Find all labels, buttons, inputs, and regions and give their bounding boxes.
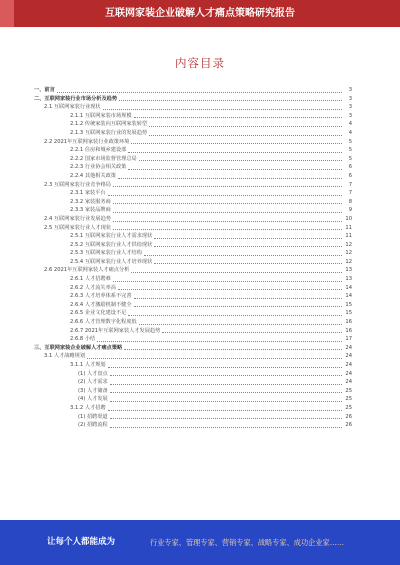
toc-entry-page: 25: [345, 404, 352, 411]
toc-entry[interactable]: [34, 301, 352, 310]
toc-leader-dots: [110, 392, 342, 393]
toc-leader-dots: [103, 109, 342, 110]
footer-slogan: 让每个人都能成为: [47, 537, 116, 547]
toc-entry[interactable]: [34, 189, 352, 198]
toc-entry-label: 2.1.2 传统家装向互联网家装转型: [70, 121, 148, 128]
footer-roles: 行业专家、管理专家、营销专家、战略专家、成功企业家……: [150, 538, 345, 547]
toc-leader-dots: [110, 375, 342, 376]
toc-entry-label: 2.5.3 互联网家装行业人才结构: [70, 250, 142, 257]
toc-leader-dots: [128, 315, 342, 316]
toc-leader-dots: [113, 281, 342, 282]
toc-entry-page: 14: [345, 284, 352, 291]
toc-leader-dots: [128, 152, 342, 153]
toc-entry[interactable]: [34, 206, 352, 215]
toc-entry[interactable]: [34, 120, 352, 129]
toc-entry-label: 2.1 互联网家装行业现状: [44, 104, 101, 111]
toc-entry-page: 26: [345, 413, 352, 420]
toc-entry-page: 24: [345, 379, 352, 386]
toc-leader-dots: [108, 195, 342, 196]
toc-entry-page: 3: [348, 112, 352, 119]
toc-entry-label: 2.6.2 人才流失率高: [70, 284, 116, 291]
toc-entry[interactable]: [34, 378, 352, 387]
toc-entry-page: 24: [345, 353, 352, 360]
toc-entry-label: 二、互联网家装行业市场分析及趋势: [34, 95, 118, 102]
toc-entry-label: 2.2.1 住房和城乡建设部: [70, 147, 127, 154]
toc-entry-page: 11: [345, 233, 352, 240]
toc-entry-label: 一、前言: [34, 87, 55, 93]
toc-leader-dots: [108, 367, 342, 368]
toc-entry-page: 11: [345, 224, 352, 231]
toc-entry[interactable]: [34, 95, 352, 104]
toc-entry-label: 2.6.7 2021年互联网家装人才发展趋势: [70, 327, 161, 334]
toc-entry[interactable]: [34, 275, 352, 284]
toc-entry[interactable]: [34, 258, 352, 267]
toc-entry-label: 2.5.4 互联网家装行业人才培养现状: [70, 258, 153, 265]
toc-entry[interactable]: [34, 232, 352, 241]
toc-entry[interactable]: [34, 86, 352, 95]
toc-entry-label: 2.6.4 人才激励机制不健全: [70, 301, 132, 308]
toc-leader-dots: [128, 169, 342, 170]
toc-entry[interactable]: [34, 404, 352, 413]
toc-entry-label: 2.3.2 家装服务商: [70, 198, 111, 205]
toc-entry-page: 4: [348, 121, 352, 128]
toc-entry-page: 6: [348, 164, 352, 171]
toc-entry-page: 3: [348, 87, 352, 93]
toc-entry-label: (1) 招聘渠道: [78, 413, 108, 420]
toc-entry-page: 12: [345, 241, 352, 248]
toc-entry[interactable]: [34, 138, 352, 147]
toc-entry[interactable]: [34, 327, 352, 336]
toc-entry-label: 2.3 互联网家装行业竞争格局: [44, 181, 111, 188]
toc-leader-dots: [162, 332, 342, 333]
toc-entry-page: 15: [345, 301, 352, 308]
toc-entry[interactable]: [34, 103, 352, 112]
toc-leader-dots: [118, 178, 342, 179]
toc-entry[interactable]: [34, 413, 352, 422]
toc-entry[interactable]: [34, 292, 352, 301]
toc-entry-label: (3) 人才储备: [78, 387, 108, 394]
toc-entry-page: 24: [345, 362, 352, 368]
toc-entry[interactable]: [34, 112, 352, 121]
toc-entry-page: 12: [345, 258, 352, 265]
toc-entry[interactable]: [34, 163, 352, 172]
toc-entry-label: 2.6.8 小结: [70, 336, 96, 343]
toc-entry-page: 24: [345, 370, 352, 377]
toc-leader-dots: [57, 92, 342, 93]
toc-entry[interactable]: [34, 344, 352, 353]
toc-leader-dots: [144, 255, 342, 256]
toc-entry-page: 14: [345, 293, 352, 300]
toc-entry-label: 2.4 互联网家装行业发展趋势: [44, 215, 111, 222]
toc-entry[interactable]: [34, 266, 352, 275]
footer-banner: [0, 520, 400, 565]
toc-entry[interactable]: [34, 249, 352, 258]
toc-entry-page: 25: [345, 387, 352, 394]
toc-entry-label: 2.5 互联网家装行业人才现状: [44, 224, 111, 231]
toc-leader-dots: [154, 263, 342, 264]
toc-leader-dots: [113, 203, 342, 204]
toc-entry-page: 17: [345, 336, 352, 343]
toc-entry-label: 3.1.2 人才招聘: [70, 404, 106, 411]
toc-leader-dots: [87, 358, 342, 359]
table-of-contents: [34, 86, 352, 430]
toc-entry-label: 2.1.3 互联网家装行业的发展趋势: [70, 129, 148, 136]
toc-entry[interactable]: [34, 241, 352, 250]
toc-entry-page: 13: [345, 267, 352, 274]
toc-leader-dots: [119, 100, 342, 101]
toc-leader-dots: [139, 160, 342, 161]
toc-leader-dots: [154, 246, 342, 247]
toc-entry-page: 8: [348, 198, 352, 205]
toc-leader-dots: [113, 229, 342, 230]
header-accent: [0, 0, 14, 27]
toc-entry[interactable]: [34, 129, 352, 138]
toc-entry-page: 16: [345, 319, 352, 326]
toc-entry-label: (2) 招聘流程: [78, 422, 108, 429]
toc-entry-page: 15: [345, 310, 352, 317]
toc-entry[interactable]: [34, 155, 352, 164]
toc-entry-label: 3.1.1 人才规划: [70, 362, 106, 368]
toc-leader-dots: [149, 135, 342, 136]
toc-leader-dots: [118, 289, 342, 290]
toc-entry-label: 2.3.1 家装平台: [70, 190, 106, 197]
toc-entry-page: 10: [345, 215, 352, 222]
toc-entry-label: (2) 人才需求: [78, 379, 108, 386]
toc-entry-label: 2.6.3 人才培养体系不完善: [70, 293, 132, 300]
report-header: [0, 0, 400, 27]
toc-entry[interactable]: [34, 370, 352, 379]
toc-entry-page: 7: [348, 181, 352, 188]
toc-entry-label: 2.6.6 人才管理数字化程度低: [70, 319, 137, 326]
toc-entry-label: 2.2 2021年互联网家装行业政策环境: [44, 138, 130, 145]
toc-entry-page: 12: [345, 250, 352, 257]
toc-leader-dots: [139, 324, 342, 325]
toc-entry[interactable]: [34, 352, 352, 361]
toc-entry-page: 5: [348, 155, 352, 162]
toc-entry[interactable]: [34, 387, 352, 396]
toc-entry[interactable]: [34, 215, 352, 224]
toc-entry[interactable]: [34, 146, 352, 155]
toc-leader-dots: [97, 341, 342, 342]
toc-entry-page: 7: [348, 190, 352, 197]
toc-leader-dots: [131, 272, 342, 273]
toc-leader-dots: [131, 143, 342, 144]
toc-leader-dots: [134, 117, 342, 118]
toc-leader-dots: [110, 401, 342, 402]
toc-entry-page: 4: [348, 129, 352, 136]
toc-entry-label: (1) 人才盘点: [78, 370, 108, 377]
toc-entry-page: 3: [348, 95, 352, 102]
toc-entry-page: 9: [348, 207, 352, 214]
toc-entry-label: 2.6.5 企业文化建设不足: [70, 310, 127, 317]
toc-entry-label: 2.2.3 行业协会相关政策: [70, 164, 127, 171]
toc-entry-page: 25: [345, 396, 352, 403]
toc-entry-label: 三、互联网家装企业破解人才痛点策略: [34, 344, 123, 351]
toc-leader-dots: [113, 186, 342, 187]
toc-leader-dots: [124, 349, 342, 350]
toc-entry[interactable]: [34, 395, 352, 404]
toc-entry-page: 13: [345, 276, 352, 283]
toc-entry-label: 2.2.2 国家市场监督管理总局: [70, 155, 137, 162]
toc-entry-label: (4) 人才发展: [78, 396, 108, 403]
toc-entry-page: 5: [348, 138, 352, 145]
toc-entry-page: 5: [348, 147, 352, 154]
toc-entry-page: 16: [345, 327, 352, 334]
toc-entry-label: 2.1.1 互联网家装市场规模: [70, 112, 132, 119]
report-title: 互联网家装企业破解人才痛点策略研究报告: [105, 8, 295, 19]
toc-leader-dots: [134, 298, 342, 299]
toc-entry[interactable]: [34, 172, 352, 181]
toc-leader-dots: [113, 221, 342, 222]
toc-leader-dots: [108, 410, 342, 411]
toc-entry[interactable]: [34, 335, 352, 344]
toc-entry-label: 2.2.4 其他相关政策: [70, 172, 116, 179]
toc-entry[interactable]: [34, 224, 352, 233]
toc-entry[interactable]: [34, 181, 352, 190]
toc-entry-page: 26: [345, 422, 352, 429]
toc-entry-page: 24: [345, 344, 352, 351]
toc-leader-dots: [110, 384, 342, 385]
toc-entry[interactable]: [34, 318, 352, 327]
toc-entry[interactable]: [34, 309, 352, 318]
toc-entry-label: 3.1 人才战略规划: [44, 353, 86, 360]
toc-leader-dots: [113, 212, 342, 213]
toc-entry[interactable]: [34, 284, 352, 293]
toc-leader-dots: [149, 126, 342, 127]
toc-leader-dots: [110, 418, 342, 419]
toc-entry[interactable]: [34, 421, 352, 430]
toc-entry-page: 6: [348, 172, 352, 179]
toc-leader-dots: [134, 306, 342, 307]
toc-entry-label: 2.3.3 家装品牌商: [70, 207, 111, 214]
toc-entry[interactable]: [34, 361, 352, 370]
toc-entry-label: 2.5.2 互联网家装行业人才供给现状: [70, 241, 153, 248]
toc-entry-page: 3: [348, 104, 352, 111]
toc-leader-dots: [154, 238, 342, 239]
toc-entry-label: 2.5.1 互联网家装行业人才需求现状: [70, 233, 153, 240]
toc-entry-label: 2.6 2021年互联网家装人才痛点分析: [44, 267, 130, 274]
toc-title: 内容目录: [175, 56, 225, 70]
toc-leader-dots: [110, 427, 342, 428]
toc-entry-label: 2.6.1 人才招聘难: [70, 276, 111, 283]
toc-entry[interactable]: [34, 198, 352, 207]
